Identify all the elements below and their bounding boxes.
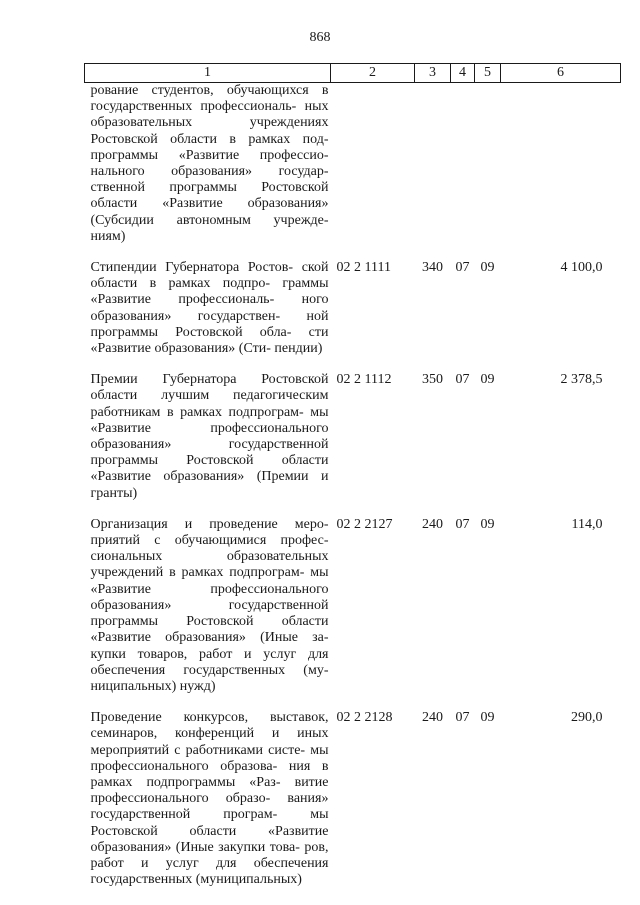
table-row: [85, 256, 621, 368]
description-line: государственных профессиональ-: [90, 99, 297, 115]
description-line: образования» государственной: [90, 437, 329, 453]
column-header-3: 3: [415, 64, 451, 83]
description-line: ния в рамках подпрограммы «Раз-: [90, 758, 329, 790]
page-number: 868: [309, 30, 331, 45]
description-line: ственной программы Ростовской: [90, 180, 329, 196]
description-line: программы «Развитие профессио-: [90, 147, 329, 163]
row-column-4: 07: [455, 372, 470, 388]
row-column-3: 340: [422, 260, 443, 276]
table-row: [85, 706, 621, 899]
row-column-3: [415, 83, 451, 257]
description-line: мы «Развитие профессионального: [90, 565, 329, 597]
row-amount: 2 378,5: [560, 372, 603, 388]
column-header-4: 4: [451, 64, 475, 83]
table-row: [85, 368, 621, 513]
row-code: 02 2 1112: [336, 372, 392, 388]
description-line: пендии): [274, 341, 323, 357]
description-line: образования» (Иные закупки това-: [90, 839, 300, 855]
description-line: ного образования» государствен-: [90, 292, 329, 324]
description-line: обеспечения государственных (му-: [90, 662, 329, 678]
description-line: Проведение конкурсов, выставок,: [90, 710, 329, 726]
description-line: Ростовской области в рамках под-: [90, 131, 329, 147]
budget-table: [84, 63, 621, 899]
column-header-6: 6: [501, 64, 621, 83]
row-column-5: 09: [480, 260, 495, 276]
table-body: [85, 83, 621, 900]
description-line: работникам в рамках подпрограм-: [90, 404, 304, 420]
row-code: 02 2 1111: [336, 260, 391, 276]
description-line: купки товаров, работ и услуг для: [90, 646, 329, 662]
row-column-5: 09: [480, 710, 495, 726]
description-line: области лучшим педагогическим: [90, 388, 329, 404]
description-line: семинаров, конференций и иных: [90, 726, 329, 742]
table-row: [85, 513, 621, 706]
row-code: 02 2 2128: [336, 710, 393, 726]
row-column-3: 350: [422, 372, 443, 388]
description-line: (Субсидии автономным учрежде-: [90, 212, 329, 228]
row-column-4: [451, 83, 475, 257]
description-line: ров, работ и услуг для обеспечения: [90, 839, 329, 871]
row-column-4: 07: [455, 710, 470, 726]
description-line: Премии Губернатора Ростовской: [90, 372, 329, 388]
row-code: 02 2 2127: [336, 516, 393, 532]
row-amount: 114,0: [571, 516, 603, 532]
column-header-2: 2: [331, 64, 415, 83]
row-code: [331, 83, 415, 257]
row-column-5: 09: [480, 516, 495, 532]
description-line: гранты): [90, 485, 138, 501]
description-line: «Развитие образования» (Премии и: [90, 469, 329, 485]
description-line: мы профессионального образова-: [90, 742, 329, 774]
description-line: сти «Развитие образования» (Сти-: [90, 324, 329, 357]
row-description: [85, 513, 331, 706]
table-row: [85, 83, 621, 257]
description-line: государственных (муниципальных): [90, 872, 302, 888]
row-amount: 4 100,0: [560, 260, 603, 276]
description-line: программы Ростовской области: [90, 453, 329, 469]
description-line: граммы «Развитие профессиональ-: [90, 276, 329, 308]
row-amount: [501, 83, 621, 257]
description-line: образования» государственной: [90, 597, 329, 613]
description-line: ных образовательных учреждениях: [90, 99, 329, 131]
row-description: [85, 83, 331, 257]
row-column-5: 09: [480, 372, 495, 388]
row-column-4: 07: [455, 516, 470, 532]
description-line: нального образования» государ-: [90, 164, 329, 180]
row-column-5: [475, 83, 501, 257]
description-line: программы Ростовской области: [90, 614, 329, 630]
description-line: сиональных образовательных: [90, 549, 329, 565]
description-line: области «Развитие образования»: [90, 196, 329, 212]
description-line: вания» государственной програм-: [90, 791, 329, 823]
description-line: «Развитие образования» (Иные за-: [90, 630, 329, 646]
row-column-3: 240: [422, 710, 443, 726]
description-line: рование студентов, обучающихся в: [90, 83, 329, 98]
description-line: ниципальных) нужд): [90, 678, 216, 694]
description-line: ской области в рамках подпро-: [90, 260, 329, 292]
table-header-row: [85, 64, 621, 83]
row-column-4: 07: [455, 260, 470, 276]
description-line: Организация и проведение меро-: [90, 516, 329, 532]
description-line: мы Ростовской области «Развитие: [90, 807, 329, 839]
row-description: [85, 256, 331, 368]
row-amount: 290,0: [571, 710, 603, 726]
description-line: витие профессионального образо-: [90, 774, 329, 807]
description-line: Стипендии Губернатора Ростов-: [90, 260, 294, 276]
row-description: [85, 706, 331, 899]
column-header-1: 1: [85, 64, 331, 83]
description-line: мы «Развитие профессионального: [90, 404, 329, 436]
row-column-3: 240: [422, 516, 443, 532]
column-header-5: 5: [475, 64, 501, 83]
description-line: приятий с обучающимися профес-: [90, 533, 329, 549]
row-description: [85, 368, 331, 513]
description-line: ной программы Ростовской обла-: [90, 308, 329, 340]
description-line: учреждений в рамках подпрограм-: [90, 565, 305, 581]
description-line: ниям): [90, 228, 126, 244]
description-line: мероприятий с работниками систе-: [90, 742, 306, 758]
